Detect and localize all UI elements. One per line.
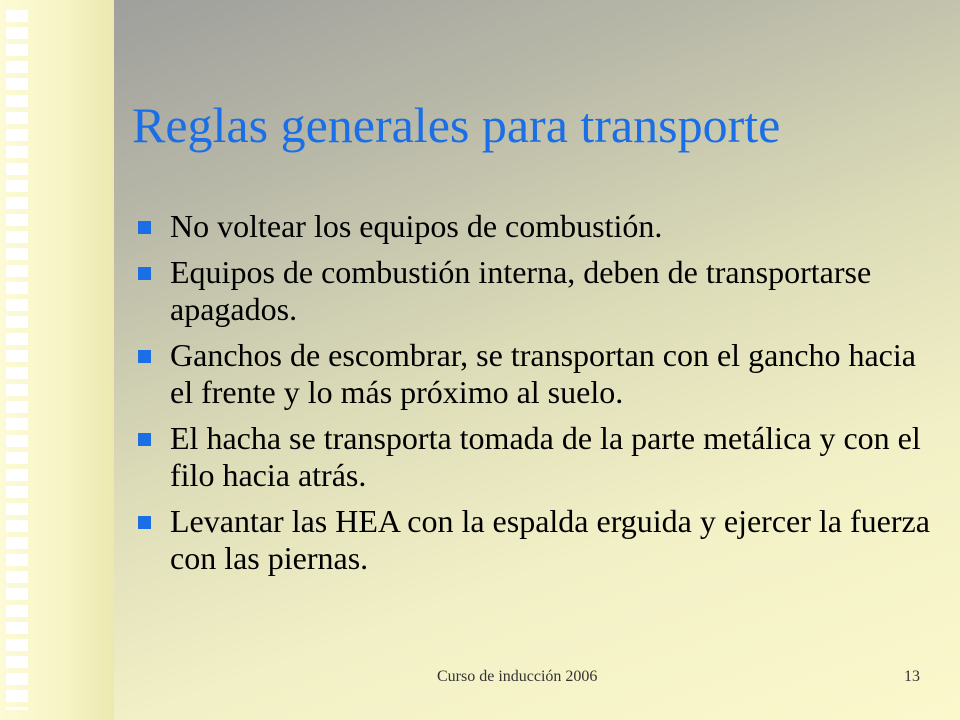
square-bullet-icon bbox=[138, 267, 151, 280]
decorative-side-strip bbox=[0, 0, 114, 720]
bullet-text: Equipos de combustión interna, deben de transportarse apagados. bbox=[170, 254, 872, 327]
square-bullet-icon bbox=[138, 350, 151, 363]
bullet-item bbox=[132, 254, 932, 328]
bullet-item bbox=[132, 337, 932, 411]
square-bullet-icon bbox=[138, 516, 151, 529]
page-number: 13 bbox=[904, 668, 920, 685]
square-bullet-icon bbox=[138, 433, 151, 446]
bullet-item bbox=[132, 503, 932, 577]
decorative-squares bbox=[6, 10, 28, 710]
bullet-list bbox=[132, 208, 932, 586]
bullet-text: No voltear los equipos de combustión. bbox=[170, 208, 663, 244]
bullet-text: Levantar las HEA con la espalda erguida y ejercer la fuerza con las piernas. bbox=[170, 503, 930, 576]
bullet-text: Ganchos de escombrar, se transportan con el gancho hacia el frente y lo más próximo al suelo. bbox=[170, 337, 916, 410]
bullet-item bbox=[132, 208, 932, 245]
slide-title: Reglas generales para transporte bbox=[132, 97, 781, 153]
square-bullet-icon bbox=[138, 221, 151, 234]
bullet-text: El hacha se transporta tomada de la parte metálica y con el filo hacia atrás. bbox=[170, 420, 921, 493]
bullet-item bbox=[132, 420, 932, 494]
slide-footer: Curso de inducción 2006 bbox=[437, 668, 598, 685]
